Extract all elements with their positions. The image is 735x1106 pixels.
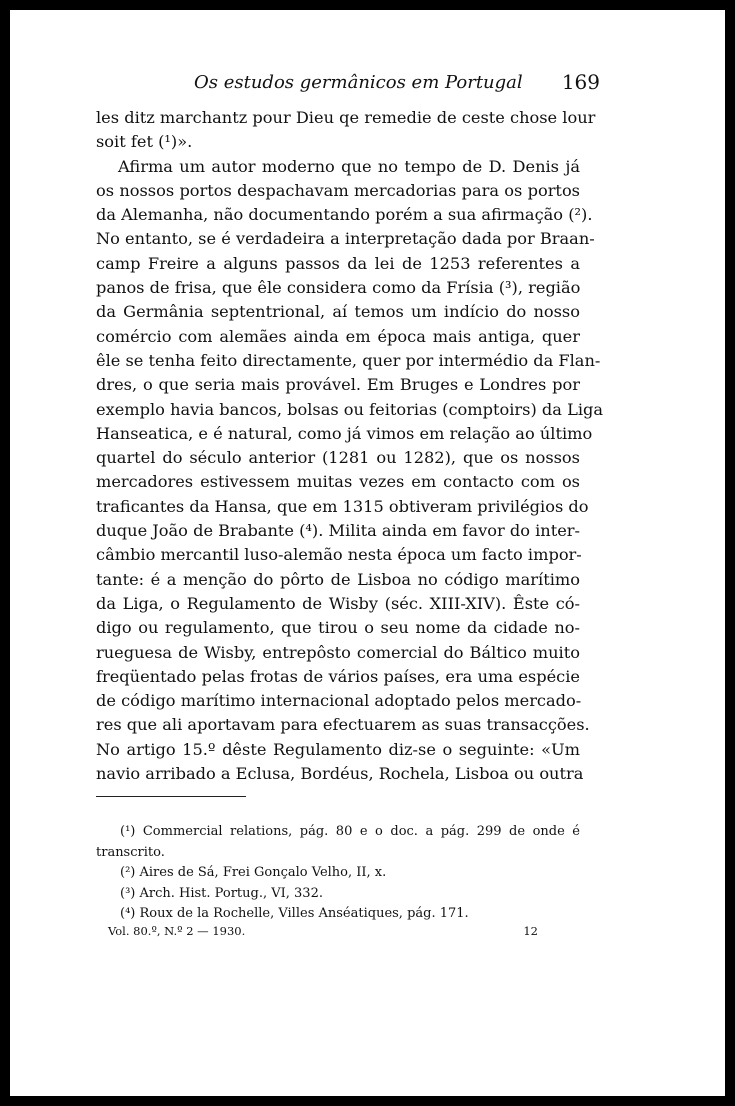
text-line: de código marítimo internacional adoptado pelos mercado- [96,691,582,711]
text-line: Hanseatica, e é natural, como já vimos em relação ao último [96,423,593,443]
text-line: traficantes da Hansa, que em 1315 obtiveram privilégios do [96,496,589,516]
text-line: les ditz marchantz pour Dieu qe remedie de ceste chose lour [96,108,596,127]
text-line: da Germânia septentrional, aí temos um indício do nosso [96,302,580,322]
text-line: No entanto, se é verdadeira a interpretação dada por Braan- [96,229,595,249]
page-number: 169 [561,70,600,94]
text-line: freqüentado pelas frotas de vários países, era uma espécie [96,666,580,686]
text-line: quartel do século anterior (1281 ou 1282), que os nossos [96,448,580,468]
text-line: da Alemanha, não documentando porém a sua afirmação (²). [96,205,593,225]
text-line: êle se tenha feito directamente, quer por intermédio da Flan- [96,350,601,370]
footnote-line: (¹) Commercial relations, pág. 80 e o doc. a pág. 299 de onde é [120,824,580,839]
text-line: câmbio mercantil luso-alemão nesta época um facto impor- [96,545,582,565]
text-line: mercadores estivessem muitas vezes em contacto com os [96,472,580,492]
text-line: tante: é a menção do pôrto de Lisboa no código marítimo [96,569,580,589]
body-text [96,106,604,786]
volume-info: Vol. 80.º, N.º 2 — 1930. [108,924,246,938]
text-line: res que ali aportavam para efectuarem as suas transacções. [96,715,590,735]
text-line: da Liga, o Regulamento de Wisby (séc. XIII-XIV). Êste có- [96,593,580,613]
footnote-divider [96,796,246,797]
text-line: rueguesa de Wisby, entrepôsto comercial do Báltico muito [96,642,580,662]
text-line: dres, o que seria mais provável. Em Bruges e Londres por [96,375,580,395]
footnote-line: (²) Aires de Sá, Frei Gonçalo Velho, II, x. [120,865,387,880]
footnote-line: transcrito. [96,844,165,860]
text-line: comércio com alemães ainda em época mais antiga, quer [96,326,580,346]
text-line: No artigo 15.º dêste Regulamento diz-se o seguinte: «Um [96,739,580,759]
text-line: os nossos portos despachavam mercadorias para os portos [96,180,580,200]
footnote-line: (³) Arch. Hist. Portug., VI, 332. [120,885,323,901]
text-line: duque João de Brabante (⁴). Milita ainda em favor do inter- [96,521,580,541]
text-line: Afirma um autor moderno que no tempo de D. Denis já [118,156,580,176]
footnote-line: (⁴) Roux de la Rochelle, Villes Anséatiques, pág. 171. [120,906,469,921]
page-header [96,64,600,96]
text-line: exemplo havia bancos, bolsas ou feitorias (comptoirs) da Liga [96,399,604,419]
text-line: navio arribado a Eclusa, Bordéus, Rochela, Lisboa ou outra [96,764,584,784]
signature-mark: 12 [523,924,538,938]
text-line: camp Freire a alguns passos da lei de 1253 referentes a [96,253,580,273]
text-line: digo ou regulamento, que tirou o seu nome da cidade no- [96,618,580,638]
text-line: panos de frisa, que êle considera como da Frísia (³), região [96,278,581,298]
text-line: soit fet (¹)». [96,132,193,152]
running-title: Os estudos germânicos em Portugal [194,72,523,93]
footnotes [96,822,580,925]
